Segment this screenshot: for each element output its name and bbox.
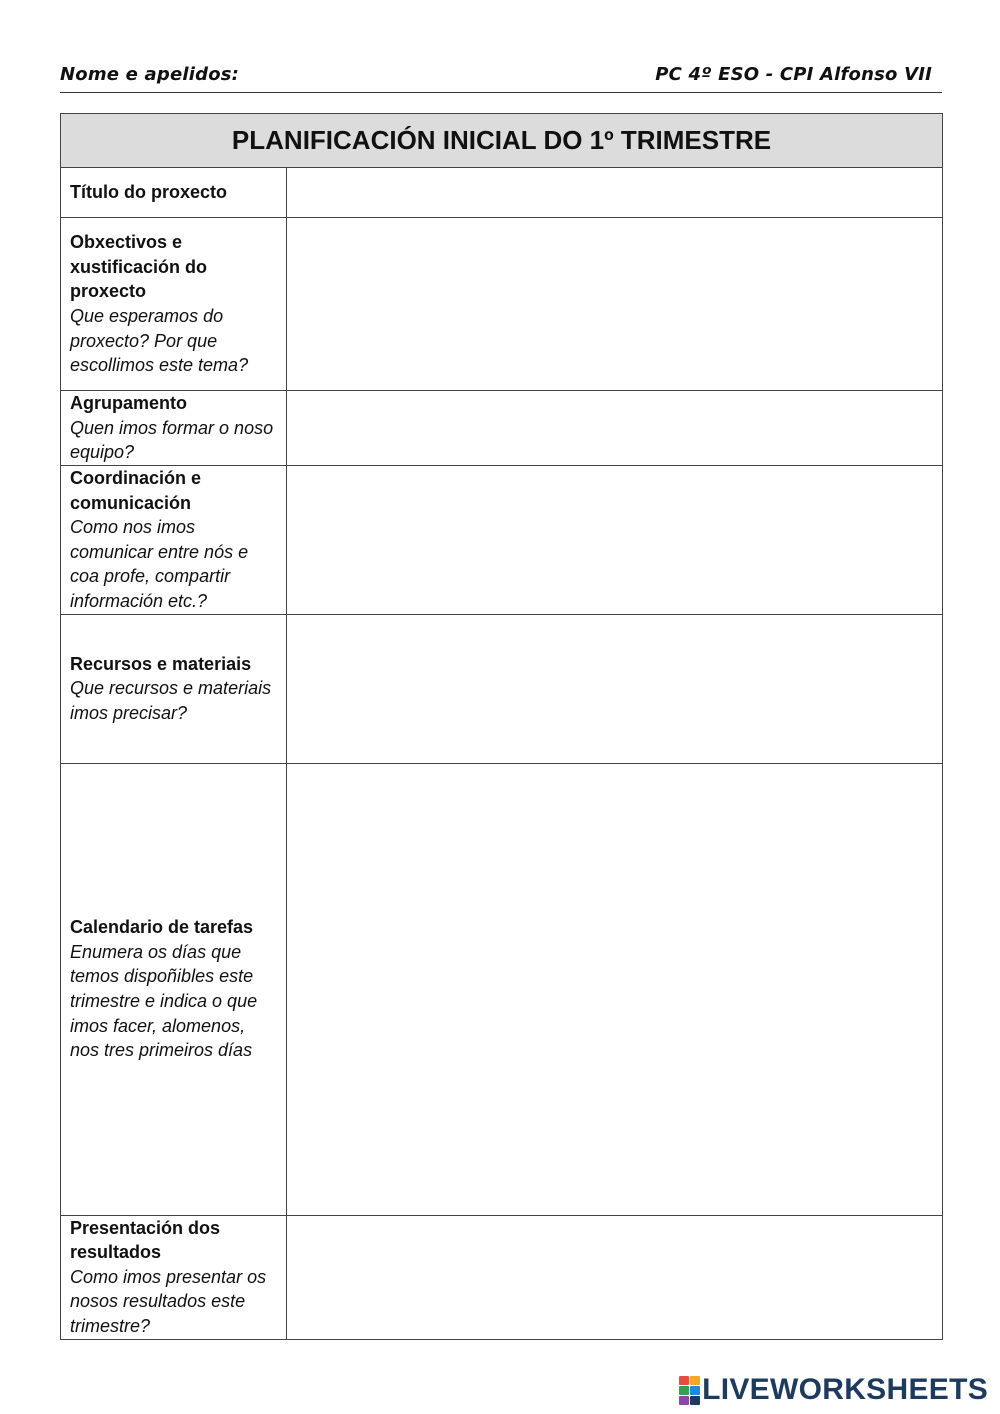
answer-field-objectives[interactable] <box>287 218 943 391</box>
row-hint: Como imos presentar os nosos resultados este trimestre? <box>70 1266 267 1336</box>
answer-field-presentation[interactable] <box>287 1215 943 1339</box>
name-label: Nome e apelidos: <box>60 64 240 85</box>
liveworksheets-logo-icon <box>679 1376 699 1404</box>
row-hint: Que recursos e materiais imos precisar? <box>70 678 272 723</box>
row-hint: Enumera os días que temos dispoñibles este trimestre e indica o que imos facer, alomenos, nos tres primeiros días <box>70 941 258 1061</box>
logo-square <box>679 1376 689 1385</box>
row-label-cell <box>61 466 287 615</box>
logo-text: LIVEWORKSHEETS <box>702 1373 988 1406</box>
row-label-cell <box>61 1215 287 1339</box>
row-hint: Como nos imos comunicar entre nós e coa profe, compartir información etc.? <box>70 517 249 611</box>
logo-square <box>690 1396 700 1405</box>
row-label-cell <box>61 391 287 466</box>
logo-square <box>679 1386 689 1395</box>
page-header <box>60 60 942 93</box>
row-label: Recursos e materiais <box>70 653 252 674</box>
row-label: Obxectivos e xustificación do proxecto <box>70 232 208 302</box>
answer-field-coordination[interactable] <box>287 466 943 615</box>
row-label: Presentación dos resultados <box>70 1217 221 1263</box>
row-label: Agrupamento <box>70 393 187 414</box>
planning-table <box>60 113 943 1340</box>
row-label-cell <box>61 614 287 763</box>
answer-field-project-title[interactable] <box>287 168 943 218</box>
row-hint: Que esperamos do proxecto? Por que escollimos este tema? <box>70 306 249 376</box>
table-title: PLANIFICACIÓN INICIAL DO 1º TRIMESTRE <box>61 114 943 168</box>
answer-field-resources[interactable] <box>287 614 943 763</box>
table-row <box>61 763 943 1215</box>
answer-field-grouping[interactable] <box>287 391 943 466</box>
table-row <box>61 1215 943 1339</box>
logo-square <box>690 1376 700 1385</box>
course-label: PC 4º ESO - CPI Alfonso VII <box>655 64 932 85</box>
table-row <box>61 168 943 218</box>
row-label: Título do proxecto <box>70 182 227 203</box>
row-label-cell <box>61 763 287 1215</box>
liveworksheets-logo <box>679 1372 988 1408</box>
table-row <box>61 391 943 466</box>
answer-field-calendar[interactable] <box>287 763 943 1215</box>
row-label: Coordinación e comunicación <box>70 468 202 513</box>
row-label-cell <box>61 218 287 391</box>
logo-square <box>679 1396 689 1405</box>
row-hint: Quen imos formar o noso equipo? <box>70 417 274 463</box>
table-row <box>61 466 943 615</box>
table-row <box>61 614 943 763</box>
row-label: Calendario de tarefas <box>70 917 254 938</box>
logo-square <box>690 1386 700 1395</box>
table-row <box>61 218 943 391</box>
row-label-cell <box>61 168 287 218</box>
